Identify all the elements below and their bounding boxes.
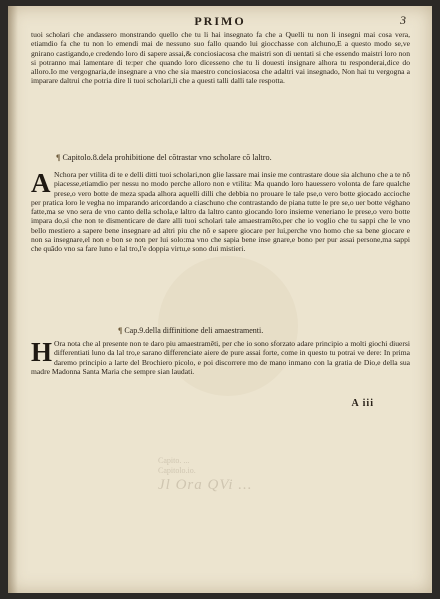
book-page — [8, 6, 432, 593]
running-head: PRIMO — [194, 14, 246, 28]
pilcrow-mark: ¶ — [118, 326, 123, 335]
paragraph-continuation: tuoi scholari che andassero monstrando quello che tu li hai insegnato fa che a Quelli tu non li insegni mai cosa vera, etiamdio fa che tu non lo emendi mai de nessuno suo fallo quando lui giocchasse con alchuno,E a questo modo se,ve gnirano castigando,e credendo loro di sapere assai,& conciosiacosa che maistri son di uentati si che essendo maistri loro non si potranno mai lamentare di te:per che quando loro dicesseno che tu li douesti insignare alhora tu responderai,dice do alloro.Io me vergognaria,de insegnare a vno che sia maestro conciosiacosa che adaltri vai insegnado, Non hai tu vergogna a imparare daltrui che potria dire li tuoi scholari,li che a questi talli dalli tale respotta. — [31, 30, 410, 86]
chapter-9-paragraph — [31, 339, 410, 376]
pilcrow-mark: ¶ — [56, 153, 61, 162]
bleed-through-text — [158, 456, 378, 526]
bleed-line: Capitolo.io. — [158, 466, 196, 475]
chapter-heading-9 — [118, 326, 263, 335]
chapter-9-text: Ora nota che al presente non te daro piu amaestramēti, per che io sono sforzato adare principio a molti giochi diuersi differentiati luno da lal tro,e sarano differenciate aiere de pure assai forte, come in questo tu potrai ve dere: In prima daremo principio a larte del Brochiero picolo, e poi discorrere mo de mano inmano con la gratia de Dio,e della sua madre Madonna Santa Maria che sempre sian laudati. — [31, 339, 410, 376]
drop-cap-h: H — [31, 337, 53, 367]
chapter-8-paragraph — [31, 170, 410, 254]
page-gutter-shadow — [8, 6, 18, 593]
bleed-script-line: Jl Ora QVi ... — [158, 477, 253, 493]
chapter-heading-8-text: Capitolo.8.dela prohibitione del cōtrastar vno scholare cō laltro. — [62, 153, 272, 162]
chapter-8-text: Nchora per vtilita di te e delli ditti tuoi scholari,non glie lassare mai insie me contrastare doue sia alchuno che a te nō piacesse,etiamdio per nessu no modo perche alloro non e vtilita: Ma quando loro hauessero volonta de fare qualche prese,o vero botte de meza spada alhora aquelli dilli che debbia no prouare le tale pse,o vero botte giocado accioche per pratica loro le vegha no imparando aricordando a ciaschuno che contrastando de piana tutte le pre se,o uer botte véghano fatte,ma se vno sera de vno canto della schola,e laltro da laltro canto giocando loro insieme veneriano le prese,o vero botte impara do,si che non te dismenticare de dare alli tuoi scholari tale amaestramēto,per che io voglio che tu sappi che le vno bello mestiero a sapere bene insegnare ad altri piu che nō e sapere giocare per lui,perche vno homo che sa bene giocare e non sa insegnare,el non e bon se non per lui solo:ma vno che sapia bene inse gnare,e bono per pur assai persone,ma sappi che quādo vno sa fare luno e lal tro,l'e doppia virtu,e sono dui mistieri. — [31, 170, 410, 254]
bleed-line: Capito. ... — [158, 456, 190, 465]
page-header — [8, 14, 432, 30]
drop-cap-a: A — [31, 168, 51, 198]
folio-number: 3 — [400, 13, 406, 27]
chapter-heading-9-text: Cap.9.della diffinitione deli amaestramenti. — [124, 326, 264, 335]
signature-mark: A iii — [351, 398, 374, 409]
chapter-heading-8 — [56, 153, 272, 162]
